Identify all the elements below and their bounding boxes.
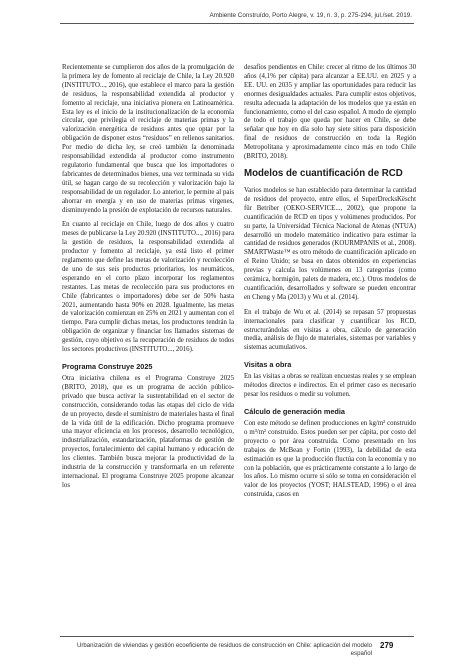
heading-programa-construye: Programa Construye 2025 [62,362,153,371]
paragraph-wu-2014: En el trabajo de Wu et al. (2014) se repasan 57 propuestas internacionales para clasificar y cuantificar los RCD, estructurándolas en visitas a obra, cálculo de generación media, análisis de flujo de materiales, sistemas por variables y sistemas acumulativos. [244,308,416,352]
paragraph-desafios: desafíos pendientes en Chile: crecer al ritmo de los últimos 30 años (4,1% per cápita) para alcanzar a EE.UU. en 2025 y a EE. UU. en 2035 y ampliar las oportunidades para reducir las enormes desigualdades actuales. Para cumplir estos objetivos, resulta adecuada la adaptación de los modelos que ya están en funcionamiento, como el del caso español. A modo de ejemplo de todo el trabajo que queda por hacer en Chile, se debe señalar que hoy en día solo hay siete sitios para disposición final de residuos de construcción en toda la Región Metropolitana y aproximadamente cinco más en todo Chile (BRITO, 2018). [244,64,416,161]
footer-divider [60,636,414,637]
left-column [62,64,234,497]
paragraph-ley-20920: Recientemente se cumplieron dos años de la promulgación de la primera ley de fomento al reciclaje de Chile, la Ley 20.920 (INSTITUTO..., 2016), que establece el marco para la gestión de residuos, la responsabilidad extendida al productor y fomento al reciclaje, una iniciativa pionera en Latinoamérica. Esta ley es el inicio de la institucionalización de la economía circular, que privilegia el reciclaje de materias primas y la valorización energética de residuos antes que optar por la obligación de disponer estos “residuos” en rellenos sanitarios. Por medio de dicha ley, se creó también la denominada responsabilidad extendida al productor como instrumento regulatorio fundamental que busca que los importadores o fabricantes de determinados bienes, una vez terminada su vida útil, se hagan cargo de su recolección y valorización bajo la responsabilidad de un regulador. Lo anterior, le permite al país ahorrar en energía y en uso de materias primas vírgenes, disminuyendo la presión de explotación de recursos naturales. [62,64,234,214]
running-title: Urbanización de viviendas y gestión ecoeficiente de residuos de construcción en Chile: aplicación del modelo español [76,642,372,658]
paragraph-construye-2025: Otra iniciativa chilena es el Programa Construye 2025 (BRITO, 2018), que es un programa de acción público-privado que busca activar la sustentabilidad en el sector de construcción, considerando todas las etapas del ciclo de vida de un proyecto, desde el suministro de materiales hasta el final de la vida útil de la edificación. Dicho programa promueve una mayor eficiencia en los procesos, desarrollo tecnológico, industrialización, estandarización, plataformas de gestión de proyectos, fortalecimiento del capital humano y educación de los clientes. También busca mejorar la productividad de la industria de la construcción y transformarla en un referente internacional. El programa Construye 2025 propone alcanzar los [62,375,234,489]
paragraph-reciclaje-chile: En cuanto al reciclaje en Chile, luego de dos años y cuatro meses de publicarse la Ley 20.920 (INSTITUTO..., 2016) para la gestión de residuos, la responsabilidad extendida al productor y fomento al reciclaje, ya está listo el primer reglamento que define las metas de valorización y recolección de uno de sus seis productos prioritarios, los neumáticos, esperando en el corto plazo incorporar los reglamentos restantes. Las metas de recolección para sus productores en Chile (fabricantes o importadores) debe ser de 50% hasta 2021, aumentando hasta 90% en 2028. Igualmente, las metas de valorización comienzan en 25% en 2021 y aumentan con el tiempo. Para cumplir dichas metas, los productores tendrán la obligación de organizar y financiar los llamados sistemas de gestión, cuyo objetivo es la recuperación de residuos de todos los sectores productivos (INSTITUTO..., 2016). [62,221,234,354]
paragraph-calculo: Con este método se definen producciones en kg/m² construido o m³/m² construido. Estos pueden ser per cápita, por costo del proyecto o por área construida. Como presentado en los trabajos de McBean y Fortin (1993), la debilidad de esta estimación es que la producción fluctúa con la economía y no con la población, que es prácticamente constante a lo largo de los años. Lo mismo ocurre si sólo se toma en consideración el valor de los proyectos (YOST; HALSTEAD, 1996) o el área construida, casos en [244,420,416,499]
heading-modelos-cuantificacion: Modelos de cuantificación de RCD [244,167,403,179]
right-column [244,64,416,506]
paragraph-modelos: Varios modelos se han establecido para determinar la cantidad de residuos del proyecto, entre ellos, el SuperDrecksKëscht für Betriber (OEKO-SERVICE..., 2002), que propone la cuantificación de RCD en tipos y volúmenes producidos. Por su parte, la Universidad Técnica Nacional de Atenas (NTUA) desarrolló un modelo matemático indicativo para estimar la cantidad de residuos generados (KOURMPANIS et al., 2008). SMARTWaste™ es otro método de cuantificación aplicado en el Reino Unido; se basa en datos obtenidos en experiencias previas y calcula los volúmenes en 13 categorías (como cerámica, hormigón, palets de madera, etc.). Otros modelos de cuantificación, desarrollados y software se pueden encontrar en Cheng y Ma (2013) y Wu et al. (2014). [244,186,416,301]
page-number: 279 [380,641,394,650]
paragraph-visitas: En las visitas a obras se realizan encuestas reales y se emplean métodos directos e indirectos. En el primer caso es necesario pesar los residuos o medir su volumen. [244,373,416,399]
heading-calculo-generacion: Cálculo de generación media [244,407,345,416]
journal-header: Ambiente Construído, Porto Alegre, v. 19, n. 3, p. 275-294, jul./set. 2019. [209,12,412,19]
header-divider [60,23,414,24]
heading-visitas-obra: Visitas a obra [244,360,292,370]
